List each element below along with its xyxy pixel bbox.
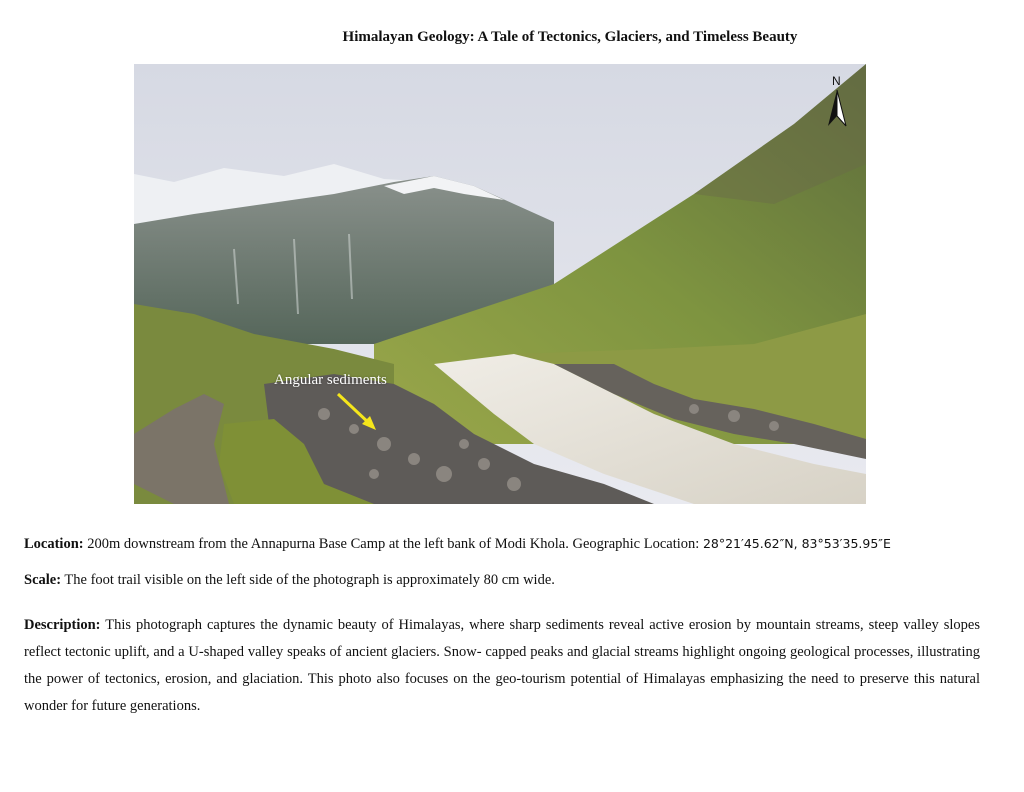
location-label: Location:	[24, 536, 84, 552]
scale-paragraph	[24, 567, 980, 594]
north-arrow-label: N	[832, 74, 841, 88]
location-coordinates: 28°21′45.62″N, 83°53′35.95″E	[702, 536, 891, 551]
description-text: This photograph captures the dynamic beauty of Himalayas, where sharp sediments reveal active erosion by mountain streams, steep valley slopes reflect tectonic uplift, and a U-shaped valley speaks of ancient glaciers. Snow- capped peaks and glacial streams highlight ongoing geological processes, illustrating the power of tectonics, erosion, and glaciation. This photo also focuses on the geo-tourism potential of Himalayas emphasizing the need to preserve this natural wonder for future generations.	[24, 617, 980, 714]
location-paragraph	[24, 530, 980, 558]
angular-sediments-label: Angular sediments	[274, 372, 387, 388]
north-arrow-icon	[824, 72, 852, 132]
location-text: 200m downstream from the Annapurna Base Camp at the left bank of Modi Khola. Geographic Location:	[87, 536, 700, 552]
description-label: Description:	[24, 617, 101, 633]
description-paragraph	[24, 612, 980, 720]
valley-photograph	[134, 64, 866, 504]
photo-scene	[134, 64, 866, 504]
scale-text: The foot trail visible on the left side of the photograph is approximately 80 cm wide.	[64, 572, 555, 588]
scale-label: Scale:	[24, 572, 62, 588]
page-title: Himalayan Geology: A Tale of Tectonics, Glaciers, and Timeless Beauty	[342, 29, 798, 45]
